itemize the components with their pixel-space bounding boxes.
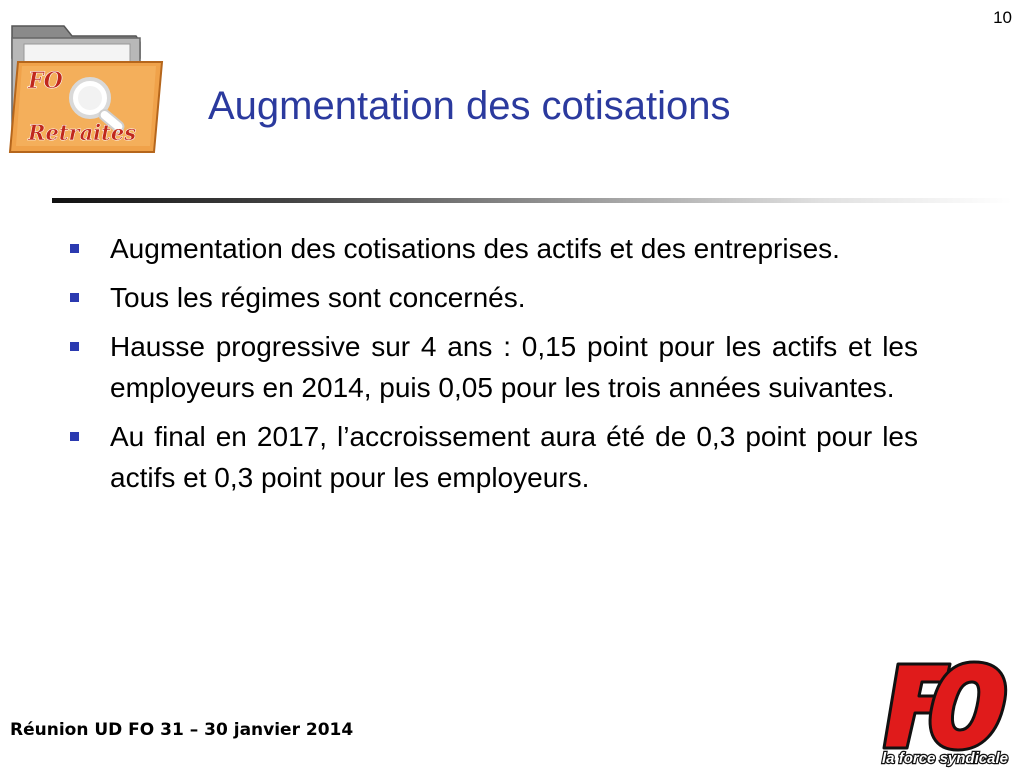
slide-title: Augmentation des cotisations [208, 84, 731, 128]
fo-la-force-syndicale-logo [876, 656, 1014, 768]
fo-logo-tagline: la force syndicale [882, 750, 1008, 767]
bullet-item [70, 228, 918, 269]
folder-logo-fo-text: FO [28, 68, 63, 94]
bullet-item [70, 416, 918, 498]
square-bullet-icon [70, 244, 79, 253]
square-bullet-icon [70, 293, 79, 302]
bullet-item [70, 277, 918, 318]
fo-retraites-folder-logo [4, 18, 170, 158]
title-divider [52, 198, 1012, 203]
bullet-text: Hausse progressive sur 4 ans : 0,15 point pour les actifs et les employeurs en 2014, puis 0,05 pour les trois années suivantes. [110, 331, 918, 403]
folder-logo-retraites-text: Retraites [28, 120, 137, 145]
bullet-list [70, 228, 918, 506]
square-bullet-icon [70, 432, 79, 441]
square-bullet-icon [70, 342, 79, 351]
bullet-text: Tous les régimes sont concernés. [110, 282, 526, 313]
page-number: 10 [993, 8, 1012, 27]
bullet-item [70, 326, 918, 408]
bullet-text: Au final en 2017, l’accroissement aura été de 0,3 point pour les actifs et 0,3 point pour les employeurs. [110, 421, 918, 493]
footer-text: Réunion UD FO 31 – 30 janvier 2014 [10, 720, 354, 740]
bullet-text: Augmentation des cotisations des actifs et des entreprises. [110, 233, 840, 264]
